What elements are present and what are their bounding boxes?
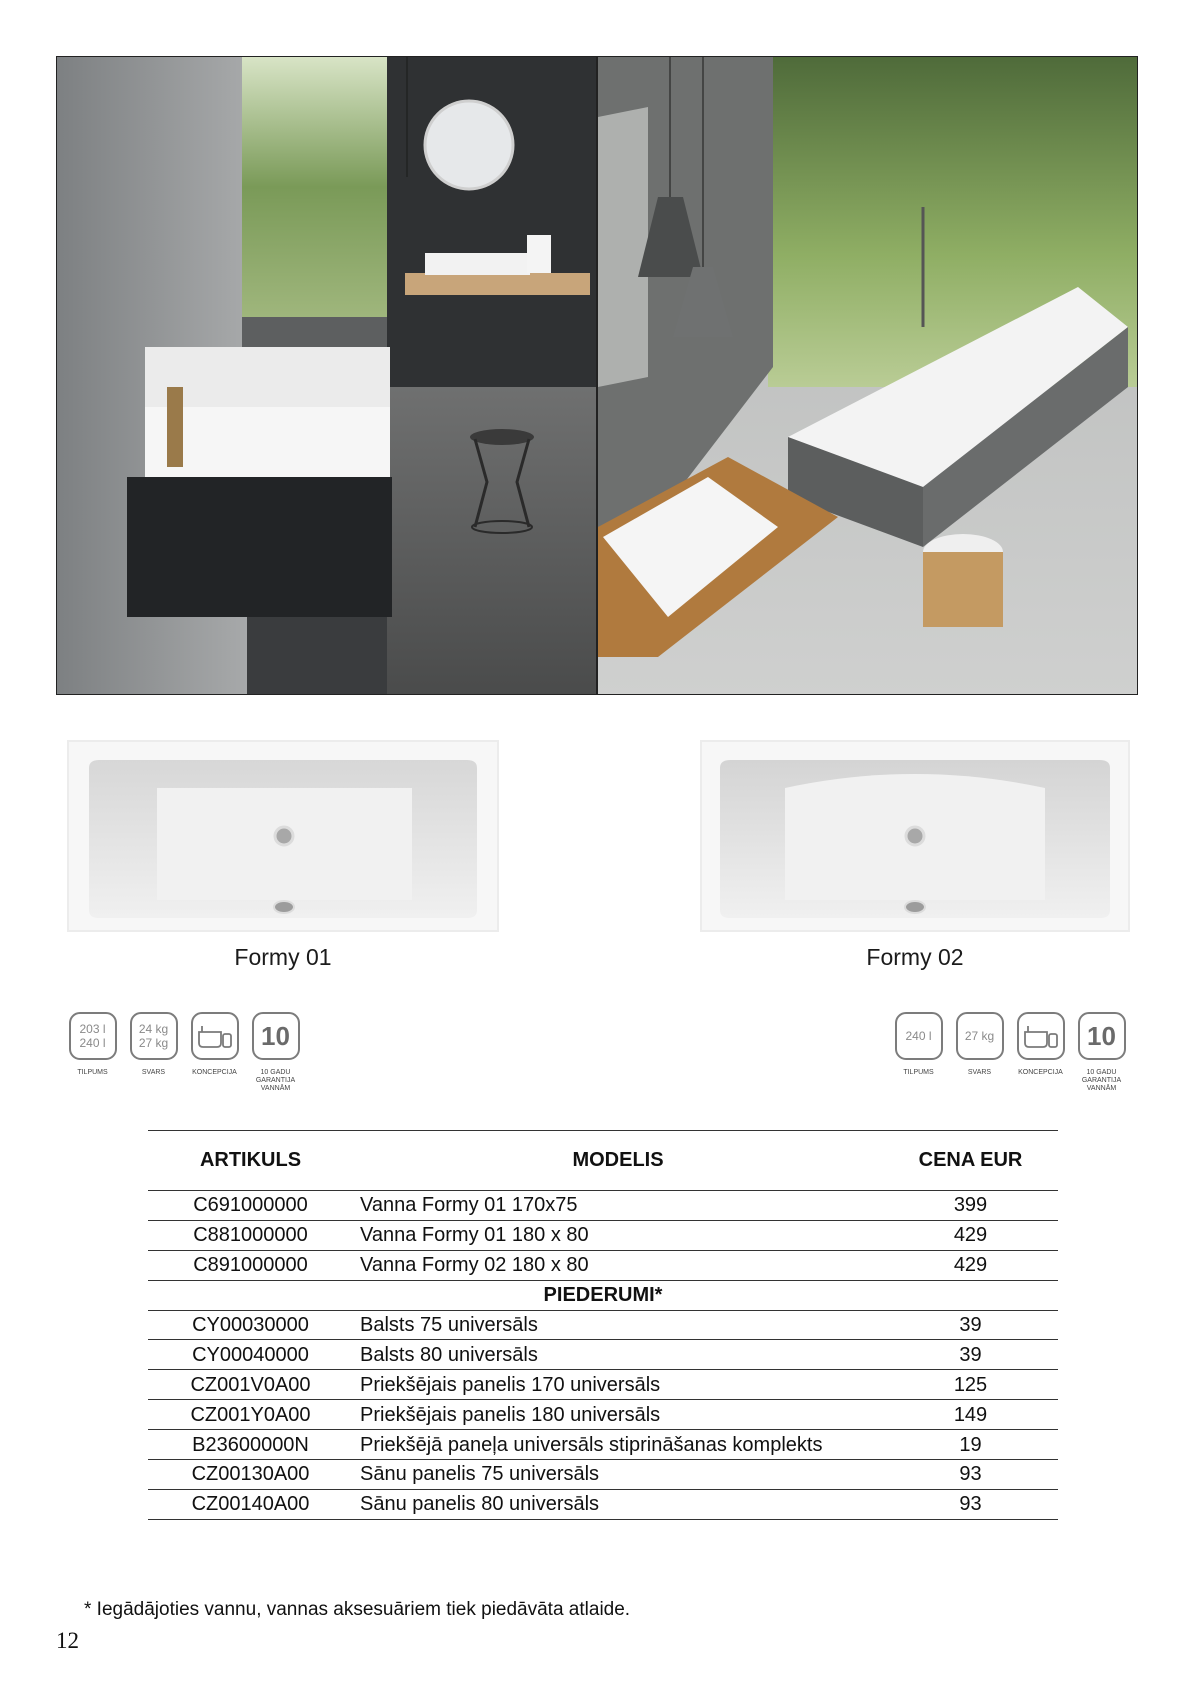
spec-weight [954, 1012, 1005, 1093]
article-cell: B23600000N [148, 1430, 353, 1460]
model-cell: Sānu panelis 75 universāls [353, 1460, 883, 1490]
header-price: CENA EUR [883, 1131, 1058, 1191]
price-table [148, 1130, 1058, 1520]
bathtub-concept-icon [1017, 1012, 1065, 1060]
spec-label-volume: TILPUMS [77, 1069, 108, 1076]
warranty-badge: 10 [252, 1012, 300, 1060]
price-cell: 125 [883, 1370, 1058, 1400]
table-row [148, 1220, 1058, 1250]
volume-value: 240 l [905, 1029, 932, 1043]
weight-value: 27 kg [964, 1029, 995, 1043]
table-header-row [148, 1131, 1058, 1191]
table-row [148, 1430, 1058, 1460]
volume-value: 240 l [79, 1036, 106, 1050]
model-cell: Vanna Formy 02 180 x 80 [353, 1250, 883, 1280]
spec-label-concept: KONCEPCIJA [192, 1069, 237, 1076]
discount-footnote: * Iegādājoties vannu, vannas aksesuāriem tiek piedāvāta atlaide. [84, 1599, 631, 1620]
weight-badge [130, 1012, 178, 1060]
article-cell: C881000000 [148, 1220, 353, 1250]
section-row [148, 1280, 1058, 1310]
table-row [148, 1400, 1058, 1430]
article-cell: CZ001V0A00 [148, 1370, 353, 1400]
model-cell: Priekšējais panelis 170 universāls [353, 1370, 883, 1400]
volume-badge [69, 1012, 117, 1060]
spec-icons-formy-02 [893, 1012, 1127, 1093]
model-cell: Priekšējais panelis 180 universāls [353, 1400, 883, 1430]
spec-weight [128, 1012, 179, 1093]
price-cell: 93 [883, 1489, 1058, 1519]
spec-concept [189, 1012, 240, 1093]
model-cell: Priekšējā paneļa universāls stiprināšanas komplekts [353, 1430, 883, 1460]
table-row [148, 1460, 1058, 1490]
price-cell: 39 [883, 1310, 1058, 1340]
spec-label-warranty: 10 GADU GARANTIJA VANNĀM [255, 1069, 296, 1092]
header-model: MODELIS [353, 1131, 883, 1191]
article-cell: C891000000 [148, 1250, 353, 1280]
spec-label-warranty: 10 GADU GARANTIJA VANNĀM [1081, 1069, 1122, 1092]
spec-icons-formy-01 [67, 1012, 301, 1093]
model-cell: Balsts 75 universāls [353, 1310, 883, 1340]
price-cell: 93 [883, 1460, 1058, 1490]
article-cell: CY00040000 [148, 1340, 353, 1370]
article-cell: CZ00140A00 [148, 1489, 353, 1519]
page-number: 12 [56, 1628, 79, 1653]
article-cell: CY00030000 [148, 1310, 353, 1340]
spec-volume [67, 1012, 118, 1093]
model-cell: Vanna Formy 01 180 x 80 [353, 1220, 883, 1250]
product-name: Formy 02 [866, 944, 964, 970]
spec-label-weight: SVARS [141, 1069, 166, 1076]
table-row [148, 1310, 1058, 1340]
weight-badge [956, 1012, 1004, 1060]
article-cell: CZ001Y0A00 [148, 1400, 353, 1430]
warranty-badge: 10 [1078, 1012, 1126, 1060]
spec-label-weight: SVARS [967, 1069, 992, 1076]
spec-label-volume: TILPUMS [903, 1069, 934, 1076]
weight-value: 24 kg [138, 1022, 169, 1036]
bathtub-concept-icon [191, 1012, 239, 1060]
model-cell: Balsts 80 universāls [353, 1340, 883, 1370]
article-cell: C691000000 [148, 1191, 353, 1221]
table-row [148, 1191, 1058, 1221]
spec-volume [893, 1012, 944, 1093]
volume-value: 203 l [79, 1022, 106, 1036]
model-cell: Sānu panelis 80 universāls [353, 1489, 883, 1519]
price-cell: 429 [883, 1220, 1058, 1250]
product-image-formy-02 [700, 740, 1130, 932]
price-cell: 399 [883, 1191, 1058, 1221]
weight-value: 27 kg [138, 1036, 169, 1050]
spec-warranty [1076, 1012, 1127, 1093]
price-cell: 19 [883, 1430, 1058, 1460]
product-name: Formy 01 [234, 944, 332, 970]
volume-badge [895, 1012, 943, 1060]
product-image-formy-01 [67, 740, 499, 932]
accessories-section-title: PIEDERUMI* [148, 1280, 1058, 1310]
table-row [148, 1489, 1058, 1519]
price-cell: 39 [883, 1340, 1058, 1370]
table-row [148, 1250, 1058, 1280]
price-cell: 429 [883, 1250, 1058, 1280]
table-row [148, 1340, 1058, 1370]
table-row [148, 1370, 1058, 1400]
spec-warranty [250, 1012, 301, 1093]
bathroom-photo-formy-01 [56, 56, 597, 695]
price-cell: 149 [883, 1400, 1058, 1430]
model-cell: Vanna Formy 01 170x75 [353, 1191, 883, 1221]
spec-label-concept: KONCEPCIJA [1018, 1069, 1063, 1076]
bathroom-photo-formy-02 [597, 56, 1138, 695]
article-cell: CZ00130A00 [148, 1460, 353, 1490]
header-article: ARTIKULS [148, 1131, 353, 1191]
spec-concept [1015, 1012, 1066, 1093]
